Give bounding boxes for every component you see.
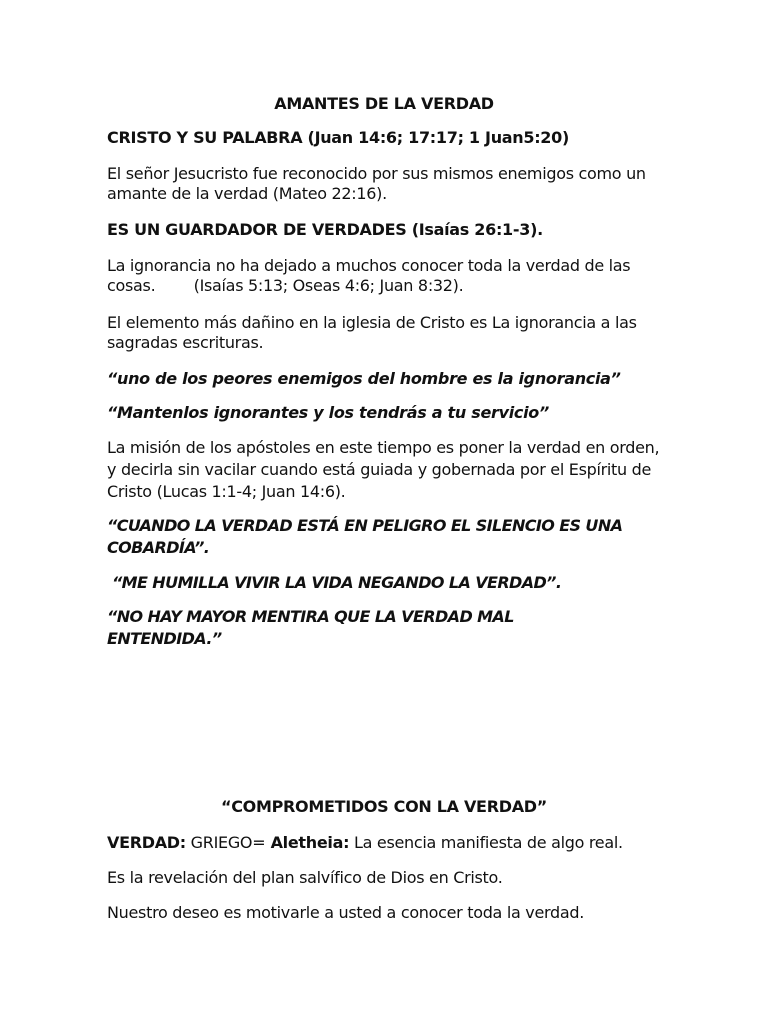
- section-title: “COMPROMETIDOS CON LA VERDAD”: [221, 797, 547, 816]
- definition-line: [107, 833, 623, 853]
- paragraph-line: amante de la verdad (Mateo 22:16).: [107, 184, 387, 203]
- paragraph-line: y decirla sin vacilar cuando está guiada y gobernada por el Espíritu de: [107, 460, 652, 479]
- definition-language: GRIEGO=: [185, 833, 266, 852]
- paragraph-line: El elemento más dañino en la iglesia de Cristo es La ignorancia a las: [107, 313, 637, 332]
- paragraph-line: El señor Jesucristo fue reconocido por sus mismos enemigos como un: [107, 164, 646, 183]
- definition-greek-word: Aletheia:: [265, 833, 350, 852]
- definition-meaning: La esencia manifiesta de algo real.: [349, 833, 623, 852]
- paragraph-line: La ignorancia no ha dejado a muchos conocer toda la verdad de las: [107, 256, 631, 275]
- document-title: AMANTES DE LA VERDAD: [274, 94, 494, 113]
- quote-line: “NO HAY MAYOR MENTIRA QUE LA VERDAD MAL: [107, 607, 514, 626]
- quote-ignorancia: “uno de los peores enemigos del hombre es la ignorancia”: [107, 369, 621, 388]
- paragraph-line: sagradas escrituras.: [107, 333, 264, 352]
- quote-me-humilla: “ME HUMILLA VIVIR LA VIDA NEGANDO LA VERDAD”.: [107, 573, 562, 592]
- quote-line: ENTENDIDA.”: [107, 629, 222, 648]
- paragraph-line: cosas. (Isaías 5:13; Oseas 4:6; Juan 8:32).: [107, 276, 464, 295]
- quote-line: COBARDÍA”.: [107, 538, 210, 557]
- paragraph-line: La misión de los apóstoles en este tiempo es poner la verdad en orden,: [107, 438, 660, 457]
- heading-cristo-y-su-palabra: CRISTO Y SU PALABRA (Juan 14:6; 17:17; 1 Juan5:20): [107, 128, 569, 147]
- quote-line: “CUANDO LA VERDAD ESTÁ EN PELIGRO EL SILENCIO ES UNA: [107, 516, 623, 535]
- definition-term: VERDAD:: [107, 833, 186, 852]
- heading-guardador-de-verdades: ES UN GUARDADOR DE VERDADES (Isaías 26:1-3).: [107, 220, 543, 239]
- paragraph-line: Es la revelación del plan salvífico de Dios en Cristo.: [107, 868, 503, 887]
- paragraph-line: Cristo (Lucas 1:1-4; Juan 14:6).: [107, 482, 346, 501]
- quote-mantenlos-ignorantes: “Mantenlos ignorantes y los tendrás a tu servicio”: [107, 403, 549, 422]
- paragraph-line: Nuestro deseo es motivarle a usted a conocer toda la verdad.: [107, 903, 585, 922]
